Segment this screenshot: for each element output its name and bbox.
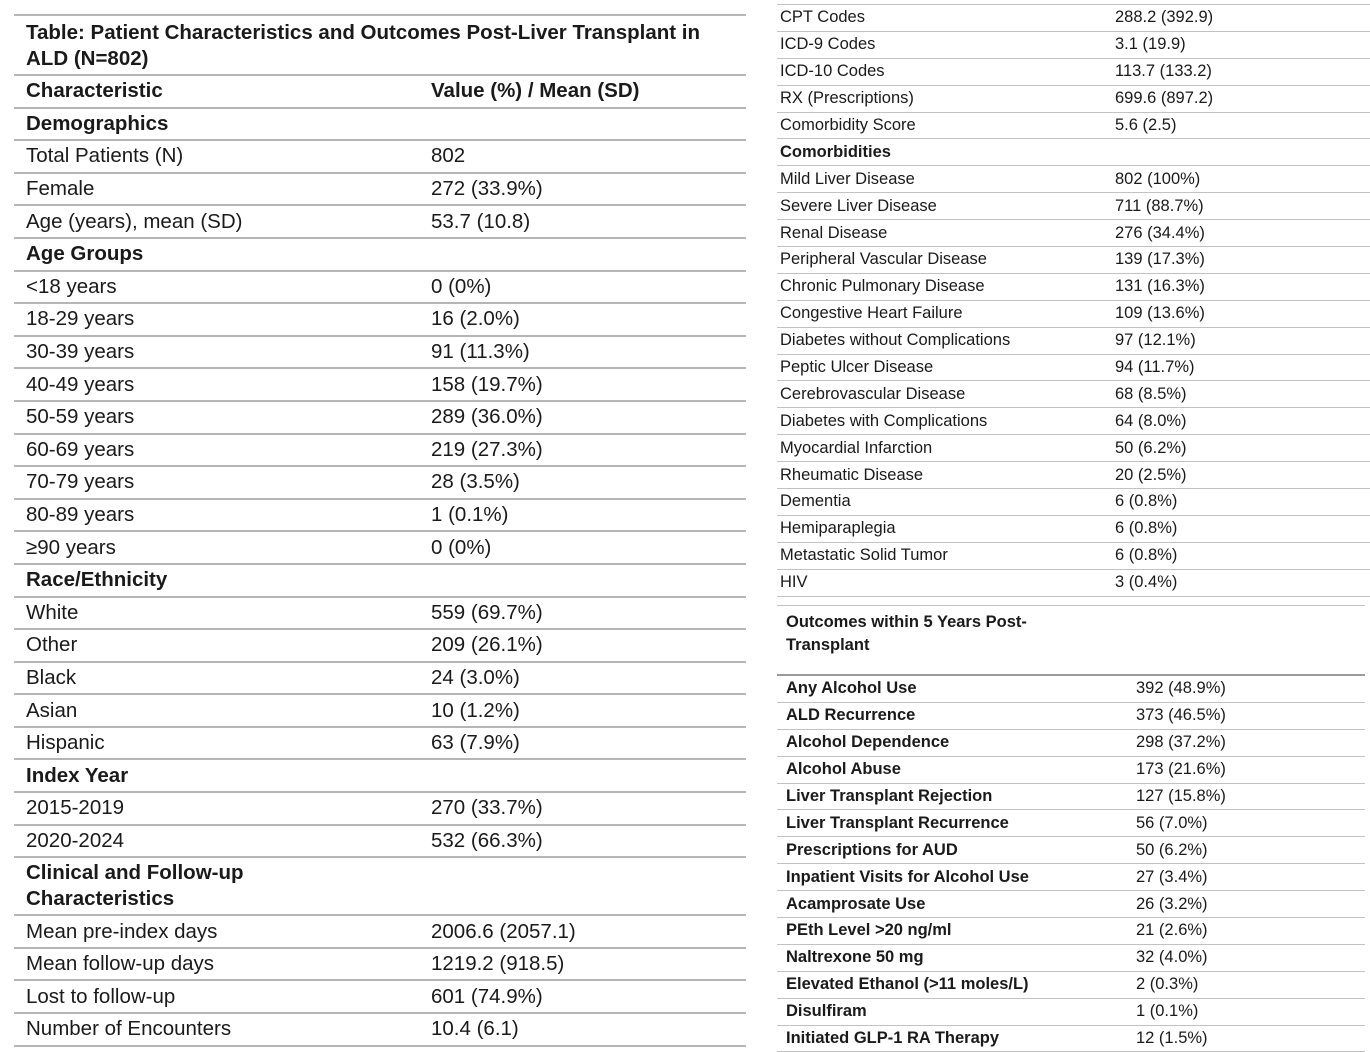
row-value: 0 (0%)	[431, 535, 492, 559]
row-label: 80-89 years	[26, 503, 135, 527]
table-row	[14, 826, 746, 859]
row-value: 50 (6.2%)	[1115, 438, 1187, 457]
row-value: 0 (0%)	[431, 274, 492, 298]
outcome-rows	[777, 676, 1365, 1052]
row-value: 802 (100%)	[1115, 169, 1201, 188]
row-label: Asian	[26, 698, 78, 722]
row-value: 272 (33.9%)	[431, 177, 543, 201]
row-value: 6 (0.8%)	[1115, 546, 1178, 565]
table-row	[14, 916, 746, 949]
row-value: 173 (21.6%)	[1136, 760, 1226, 779]
row-label: Total Patients (N)	[26, 144, 184, 168]
row-value: 64 (8.0%)	[1115, 411, 1187, 430]
table-row	[777, 220, 1370, 247]
row-value: 32 (4.0%)	[1136, 948, 1208, 967]
table-row	[777, 703, 1365, 730]
row-label: 30-39 years	[26, 340, 135, 364]
row-value: 53.7 (10.8)	[431, 209, 531, 233]
row-label: 2015-2019	[26, 796, 125, 820]
table-row	[14, 174, 746, 207]
row-value: 270 (33.7%)	[431, 796, 543, 820]
row-label: 60-69 years	[26, 437, 135, 461]
table-row	[14, 598, 746, 631]
table-row	[14, 663, 746, 696]
row-label: Hispanic	[26, 731, 105, 755]
row-label: ICD-10 Codes	[780, 62, 885, 81]
row-label: <18 years	[26, 274, 117, 298]
row-label: Dementia	[780, 492, 851, 511]
row-label: 50-59 years	[26, 405, 135, 429]
table-row	[14, 630, 746, 663]
race-rows	[14, 598, 746, 761]
row-label: Naltrexone 50 mg	[786, 948, 924, 967]
section-race: Race/Ethnicity	[14, 565, 746, 598]
row-label: White	[26, 600, 79, 624]
row-label: 70-79 years	[26, 470, 135, 494]
table-row	[14, 981, 746, 1014]
row-value: 276 (34.4%)	[1115, 223, 1205, 242]
row-label: Peptic Ulcer Disease	[780, 358, 934, 377]
table-header-row	[14, 76, 746, 109]
row-label: Severe Liver Disease	[780, 196, 937, 215]
table-row	[14, 141, 746, 174]
table-row	[14, 728, 746, 761]
row-value: 94 (11.7%)	[1115, 358, 1195, 377]
row-label: Liver Transplant Recurrence	[786, 813, 1009, 832]
row-label: Mild Liver Disease	[780, 169, 915, 188]
table-row	[14, 532, 746, 565]
row-label: Cerebrovascular Disease	[780, 384, 966, 403]
table-row	[777, 32, 1370, 59]
row-label: Mean follow-up days	[26, 952, 215, 976]
row-value: 12 (1.5%)	[1136, 1029, 1208, 1048]
row-label: Lost to follow-up	[26, 984, 176, 1008]
row-value: 373 (46.5%)	[1136, 706, 1226, 725]
table-row	[777, 86, 1370, 113]
table-row	[777, 274, 1370, 301]
table-row	[14, 304, 746, 337]
clinical-rows	[14, 916, 746, 1046]
row-value: 219 (27.3%)	[431, 437, 543, 461]
row-label: 18-29 years	[26, 307, 135, 331]
table-title: Table: Patient Characteristics and Outcomes Post-Liver Transplant in ALD (N=802)	[14, 16, 746, 76]
table-row	[14, 402, 746, 435]
comorbidity-rows	[777, 166, 1370, 596]
table-row	[777, 864, 1365, 891]
row-value: 109 (13.6%)	[1115, 304, 1205, 323]
row-label: PEth Level >20 ng/ml	[786, 921, 952, 940]
row-label: ALD Recurrence	[786, 706, 916, 725]
row-label: Alcohol Abuse	[786, 760, 901, 779]
row-label: 40-49 years	[26, 372, 135, 396]
row-value: 56 (7.0%)	[1136, 813, 1208, 832]
row-label: Female	[26, 177, 95, 201]
row-label: Black	[26, 665, 77, 689]
section-clinical: Clinical and Follow-up Characteristics	[14, 858, 746, 916]
row-value: 3 (0.4%)	[1115, 573, 1178, 592]
table-row	[777, 5, 1370, 32]
table-row	[777, 730, 1365, 757]
table-row	[14, 435, 746, 468]
table-row	[777, 113, 1370, 140]
row-value: 6 (0.8%)	[1115, 492, 1178, 511]
row-value: 68 (8.5%)	[1115, 384, 1187, 403]
row-value: 63 (7.9%)	[431, 731, 520, 755]
row-value: 298 (37.2%)	[1136, 733, 1226, 752]
table-row	[777, 810, 1365, 837]
row-label: Hemiparaplegia	[780, 519, 896, 538]
row-value: 16 (2.0%)	[431, 307, 520, 331]
row-value: 559 (69.7%)	[431, 600, 543, 624]
row-label: Alcohol Dependence	[786, 733, 950, 752]
row-value: 139 (17.3%)	[1115, 250, 1205, 269]
table-row	[777, 757, 1365, 784]
row-label: ≥90 years	[26, 535, 116, 559]
row-label: Peripheral Vascular Disease	[780, 250, 987, 269]
codes-rows	[777, 5, 1370, 139]
row-label: Metastatic Solid Tumor	[780, 546, 948, 565]
row-value: 289 (36.0%)	[431, 405, 543, 429]
row-label: Inpatient Visits for Alcohol Use	[786, 867, 1029, 886]
row-value: 10 (1.2%)	[431, 698, 520, 722]
age-group-rows	[14, 272, 746, 565]
table-row	[777, 945, 1365, 972]
row-label: Prescriptions for AUD	[786, 840, 958, 859]
row-value: 21 (2.6%)	[1136, 921, 1208, 940]
section-index-year: Index Year	[14, 760, 746, 793]
section-comorbidities: Comorbidities	[777, 139, 1370, 166]
row-value: 1 (0.1%)	[431, 503, 509, 527]
row-label: Age (years), mean (SD)	[26, 209, 243, 233]
row-value: 50 (6.2%)	[1136, 840, 1208, 859]
table-row	[777, 462, 1370, 489]
row-label: Comorbidity Score	[780, 116, 916, 134]
table-row	[777, 408, 1370, 435]
table-row	[777, 837, 1365, 864]
row-label: Other	[26, 633, 78, 657]
row-label: RX (Prescriptions)	[780, 89, 914, 108]
row-label: ICD-9 Codes	[780, 35, 876, 54]
row-value: 699.6 (897.2)	[1115, 89, 1214, 108]
row-value: 392 (48.9%)	[1136, 679, 1226, 698]
table-row	[14, 206, 746, 239]
row-label: Rheumatic Disease	[780, 465, 924, 484]
outcomes-title: Outcomes within 5 Years Post-Transplant	[777, 606, 1365, 676]
row-label: Any Alcohol Use	[786, 679, 917, 698]
row-value: 158 (19.7%)	[431, 372, 543, 396]
table-row	[14, 337, 746, 370]
row-value: 1219.2 (918.5)	[431, 952, 565, 976]
row-label: HIV	[780, 573, 808, 592]
row-value: 26 (3.2%)	[1136, 894, 1208, 913]
row-label: Liver Transplant Rejection	[786, 787, 993, 805]
table-row	[777, 891, 1365, 918]
row-value: 1 (0.1%)	[1136, 1002, 1199, 1021]
table-row	[14, 793, 746, 826]
table-row	[777, 972, 1365, 999]
row-value: 24 (3.0%)	[431, 665, 520, 689]
row-label: Chronic Pulmonary Disease	[780, 277, 985, 296]
section-demographics: Demographics	[14, 109, 746, 142]
header-value: Value (%) / Mean (SD)	[431, 79, 640, 103]
table-row	[14, 369, 746, 402]
table-row	[14, 272, 746, 305]
row-label: CPT Codes	[780, 8, 865, 27]
row-label: Disulfiram	[786, 1002, 867, 1021]
row-value: 802	[431, 144, 466, 168]
row-value: 27 (3.4%)	[1136, 867, 1208, 886]
row-label: Renal Disease	[780, 223, 888, 242]
table-row	[777, 489, 1370, 516]
row-value: 97 (12.1%)	[1115, 331, 1196, 350]
row-label: Number of Encounters	[26, 1017, 232, 1041]
row-label: Diabetes with Complications	[780, 411, 988, 430]
row-value: 131 (16.3%)	[1115, 277, 1205, 296]
row-value: 209 (26.1%)	[431, 633, 543, 657]
row-value: 2006.6 (2057.1)	[431, 919, 576, 943]
table-row	[777, 301, 1370, 328]
table-row	[777, 1026, 1365, 1052]
codes-comorbidities-table	[777, 4, 1370, 597]
row-value: 10.4 (6.1)	[431, 1017, 519, 1041]
row-label: Congestive Heart Failure	[780, 304, 963, 323]
row-value: 28 (3.5%)	[431, 470, 520, 494]
table-row	[777, 328, 1370, 355]
header-characteristic: Characteristic	[26, 79, 163, 103]
table-row	[777, 918, 1365, 945]
table-row	[14, 949, 746, 982]
table-row	[777, 676, 1365, 703]
row-value: 532 (66.3%)	[431, 828, 543, 852]
table-row	[777, 166, 1370, 193]
demographics-rows	[14, 141, 746, 239]
row-label: Diabetes without Complications	[780, 331, 1011, 350]
row-label: Myocardial Infarction	[780, 438, 933, 457]
row-value: 601 (74.9%)	[431, 984, 543, 1008]
row-value: 711 (88.7%)	[1115, 196, 1204, 215]
table-row	[777, 59, 1370, 86]
table-row	[777, 355, 1370, 382]
row-value: 20 (2.5%)	[1115, 465, 1187, 484]
table-row	[14, 695, 746, 728]
row-label: 2020-2024	[26, 828, 125, 852]
table-row	[14, 500, 746, 533]
row-value: 127 (15.8%)	[1136, 787, 1226, 805]
row-value: 5.6 (2.5)	[1115, 116, 1177, 134]
table-row	[777, 570, 1370, 597]
table-row	[777, 999, 1365, 1026]
row-value: 113.7 (133.2)	[1115, 62, 1212, 81]
table-row	[777, 247, 1370, 274]
section-age-groups: Age Groups	[14, 239, 746, 272]
table-row	[777, 516, 1370, 543]
row-value: 3.1 (19.9)	[1115, 35, 1186, 54]
table-row	[14, 1014, 746, 1047]
row-label: Initiated GLP-1 RA Therapy	[786, 1029, 1000, 1048]
outcomes-table	[777, 605, 1365, 1052]
table-row	[777, 193, 1370, 220]
row-label: Acamprosate Use	[786, 894, 926, 913]
table-row	[777, 435, 1370, 462]
row-value: 2 (0.3%)	[1136, 975, 1199, 994]
row-value: 6 (0.8%)	[1115, 519, 1178, 538]
characteristics-table	[14, 14, 746, 1047]
row-value: 288.2 (392.9)	[1115, 8, 1214, 27]
row-label: Elevated Ethanol (>11 moles/L)	[786, 975, 1029, 994]
index-year-rows	[14, 793, 746, 858]
table-row	[777, 381, 1370, 408]
table-row	[777, 543, 1370, 570]
row-label: Mean pre-index days	[26, 919, 218, 943]
table-row	[777, 784, 1365, 811]
table-row	[14, 467, 746, 500]
row-value: 91 (11.3%)	[431, 340, 530, 364]
